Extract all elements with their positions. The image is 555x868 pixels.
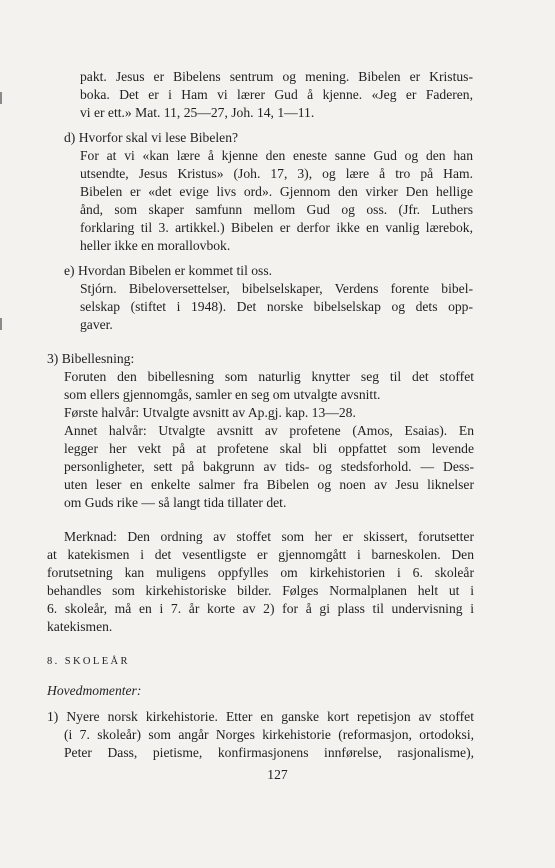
text-line: vi er ett.» Mat. 11, 25—27, Joh. 14, 1—11.: [80, 105, 315, 120]
text-line: som ellers gjennomgås, samler en seg om utvalgte avsnitt.: [64, 387, 381, 402]
text-line: Peter Dass, pietisme, konfirmasjonens innførelse, rasjonalisme),: [64, 745, 474, 760]
text-line: For at vi «kan lære å kjenne den eneste sanne Gud og den han: [80, 148, 473, 163]
text-line: Bibelen er «det evige livs ord». Gjennom den virker Den hellige: [80, 184, 473, 199]
text-line: uten leser en enkelte salmer fra Bibelen og noen av Jesu liknelser: [64, 477, 474, 492]
text-line: Stjórn. Bibeloversettelser, bibelselskaper, Verdens forente bibel-: [80, 281, 473, 296]
text-line: Første halvår: Utvalgte avsnitt av Ap.gj. kap. 13—28.: [64, 405, 356, 420]
text-line: Annet halvår: Utvalgte avsnitt av profetene (Amos, Esaias). En: [64, 423, 474, 438]
text-line: forklaring til 3. artikkel.) Bibelen er derfor ikke en vanlig lærebok,: [80, 220, 473, 235]
text-line: 8. SKOLEÅR: [47, 656, 130, 667]
text-line: Hovedmomenter:: [47, 683, 142, 698]
text-line: boka. Det er i Ham vi lærer Gud å kjenne. «Jeg er Faderen,: [80, 87, 473, 102]
text-line: 6. skoleår, må en i 7. år korte av 2) for å gi plass til undervisning i: [47, 601, 474, 616]
text-line: ånd, som skaper samfunn mellom Gud og oss. (Jfr. Luthers: [80, 202, 473, 217]
text-line: personligheter, sett på bakgrunn av tids- og stedsforhold. — Dess-: [64, 459, 474, 474]
text-line: e) Hvordan Bibelen er kommet til oss.: [64, 263, 273, 278]
text-line: Merknad: Den ordning av stoffet som her er skissert, forutsetter: [64, 529, 474, 544]
text-line: utsendte, Jesus Kristus» (Joh. 17, 3), og lære å tro på Ham.: [80, 166, 473, 181]
text-line: gaver.: [80, 317, 113, 332]
text-line: om Guds rike — så langt tida tillater det.: [64, 495, 287, 510]
text-line: (i 7. skoleår) som angår Norges kirkehistorie (reformasjon, ortodoksi,: [64, 727, 474, 742]
text-line: Foruten den bibellesning som naturlig knytter seg til det stoffet: [64, 369, 474, 384]
text-line: katekismen.: [47, 619, 113, 634]
text-line: selskap (stiftet i 1948). Det norske bibelselskap og dets opp-: [80, 299, 473, 314]
text-line: legger her vekt på at profetene skal bli oppfattet som levende: [64, 441, 474, 456]
edge-mark: [0, 92, 2, 104]
text-line: d) Hvorfor skal vi lese Bibelen?: [64, 130, 239, 145]
text-line: behandles som kirkehistoriske bilder. Følges Normalplanen helt ut i: [47, 583, 474, 598]
text-line: 1) Nyere norsk kirkehistorie. Etter en ganske kort repetisjon av stoffet: [47, 709, 474, 724]
text-line: pakt. Jesus er Bibelens sentrum og mening. Bibelen er Kristus-: [80, 69, 473, 84]
page-number: 127: [267, 767, 288, 782]
edge-mark: [0, 318, 2, 330]
text-line: forutsetning kan muligens oppfylles om kirkehistorien i 6. skoleår: [47, 565, 474, 580]
text-line: heller ikke en morallovbok.: [80, 238, 231, 253]
text-line: at katekismen i det vesentligste er gjennomgått i barneskolen. Den: [47, 547, 474, 562]
text-line: 3) Bibellesning:: [47, 351, 135, 366]
